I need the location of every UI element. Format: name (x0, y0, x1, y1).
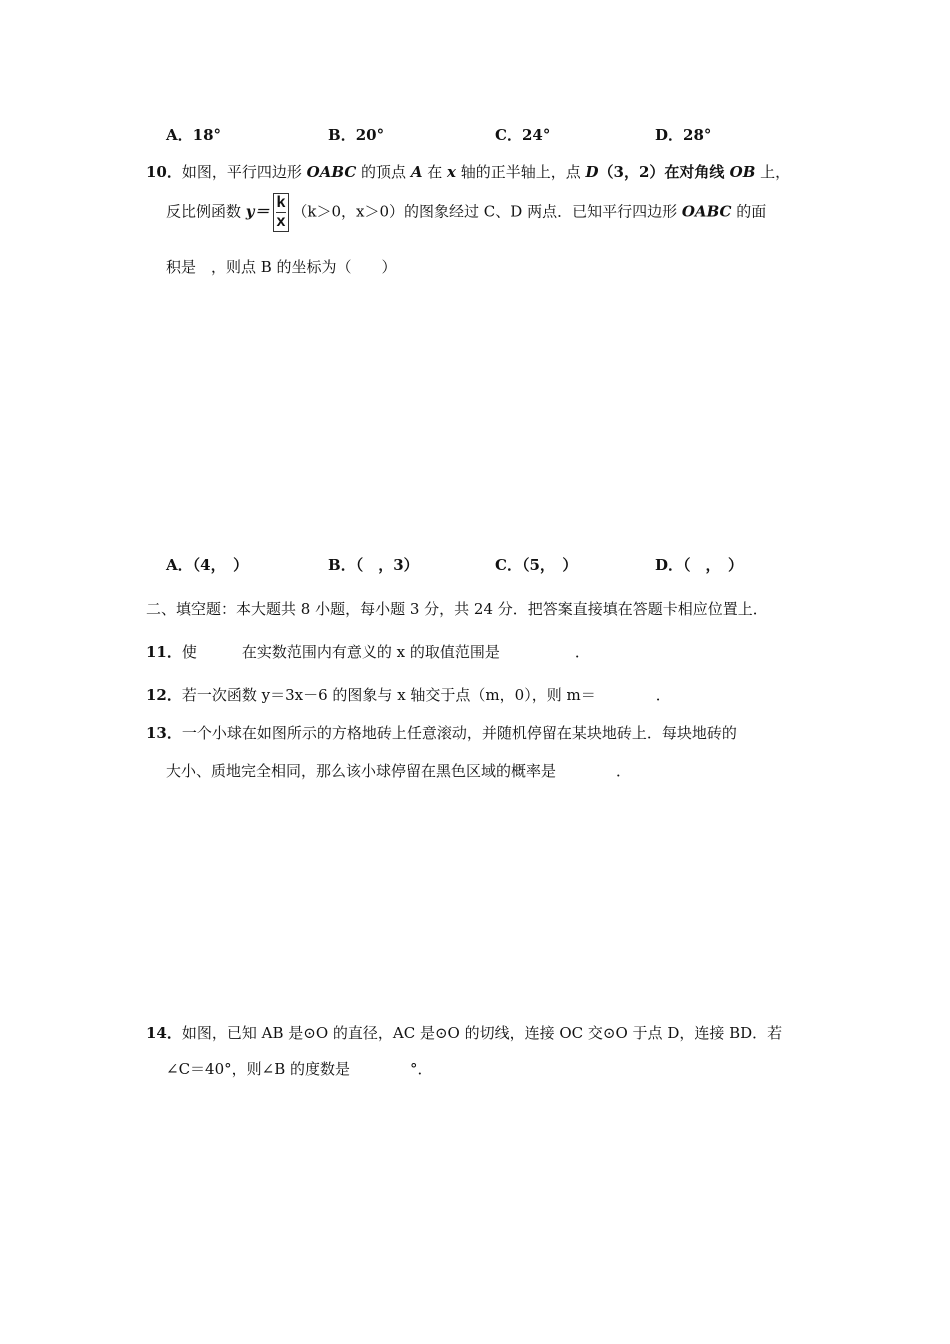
q10-text: 的面 (731, 202, 767, 221)
q9-option-d: D．28° (655, 126, 712, 144)
question-text: 若一次函数 y＝3x－6 的图象与 x 轴交于点（m，0），则 m＝ ． (181, 686, 671, 704)
option-text: （ ， ） (683, 556, 744, 574)
option-letter: C (495, 126, 507, 144)
section-heading: 二、填空题：本大题共 8 小题，每小题 3 分，共 24 分．把答案直接填在答题卡相应位置上． (146, 600, 768, 618)
q14-line-1 (146, 1022, 782, 1043)
option-text: （5， ） (521, 556, 578, 574)
option-text: 18° (192, 126, 222, 144)
option-letter: B (328, 126, 341, 144)
q10-text: 在 (422, 163, 447, 181)
q10-text: 轴的正半轴上，点 (455, 163, 586, 181)
q10-x: x (447, 163, 456, 181)
q10-point-a: A (410, 163, 423, 181)
q13-line-2 (166, 760, 631, 781)
question-text: 大小、质地完全相同，那么该小球停留在黑色区域的概率是 ． (166, 762, 632, 780)
question-11 (146, 641, 590, 662)
q10-y-eq: y＝ (245, 202, 270, 221)
q10-text: 上， (755, 163, 791, 181)
question-number: 14． (146, 1024, 182, 1042)
q9-option-c: C．24° (495, 126, 551, 144)
option-text: （4， ） (192, 556, 249, 574)
question-number: 12． (146, 686, 182, 704)
question-text: 如图，已知 AB 是⊙O 的直径，AC 是⊙O 的切线，连接 OC 交⊙O 于点 D，连接 BD．若 (181, 1024, 783, 1042)
q10-text: 反比例函数 (166, 202, 246, 221)
q10-ob: OB (729, 163, 756, 181)
q10-text: 如图，平行四边形 (181, 163, 307, 181)
question-number: 11． (146, 643, 182, 661)
option-letter: C (495, 556, 507, 574)
q10-oabc: OABC (681, 202, 732, 221)
q10-text: （k＞0，x＞0）的图象经过 C、D 两点．已知平行四边形 (292, 202, 682, 221)
q10-text: （3，2）在对角线 (598, 163, 730, 181)
q10-text: 积是 ，则点 B 的坐标为（ ） (166, 258, 397, 276)
q14-line-2 (166, 1058, 433, 1079)
fraction-k-over-x (273, 193, 290, 232)
option-text: 24° (521, 126, 551, 144)
fraction-denominator: x (276, 213, 286, 230)
q9-option-a: A．18° (166, 126, 222, 144)
fraction-numerator: k (276, 194, 286, 211)
option-letter: D (655, 556, 669, 574)
option-text: （ ，3） (355, 556, 419, 574)
q10-line-1 (146, 161, 790, 182)
q10-line-2 (166, 193, 766, 232)
q13-line-1 (146, 722, 737, 743)
q10-option-d: D．（ ， ） (655, 556, 744, 574)
q10-option-b: B．（ ，3） (328, 556, 419, 574)
question-number: 13． (146, 724, 182, 742)
q10-oabc: OABC (306, 163, 357, 181)
q10-option-a: A．（4， ） (166, 556, 249, 574)
option-letter: D (655, 126, 669, 144)
q10-line-3 (166, 256, 397, 277)
q10-point-d: D (585, 163, 599, 181)
option-text: 20° (355, 126, 385, 144)
question-12 (146, 684, 671, 705)
q10-option-c: C．（5， ） (495, 556, 578, 574)
question-text: ∠C＝40°，则∠B 的度数是 °． (166, 1060, 433, 1078)
question-text: 一个小球在如图所示的方格地砖上任意滚动，并随机停留在某块地砖上．每块地砖的 (181, 724, 737, 742)
option-letter: A (166, 556, 178, 574)
question-number: 10． (146, 163, 182, 181)
option-text: 28° (683, 126, 712, 144)
option-letter: B (328, 556, 341, 574)
question-text: 使 在实数范围内有意义的 x 的取值范围是 ． (181, 643, 590, 661)
q10-text: 的顶点 (356, 163, 411, 181)
q9-option-b: B．20° (328, 126, 385, 144)
option-letter: A (166, 126, 178, 144)
